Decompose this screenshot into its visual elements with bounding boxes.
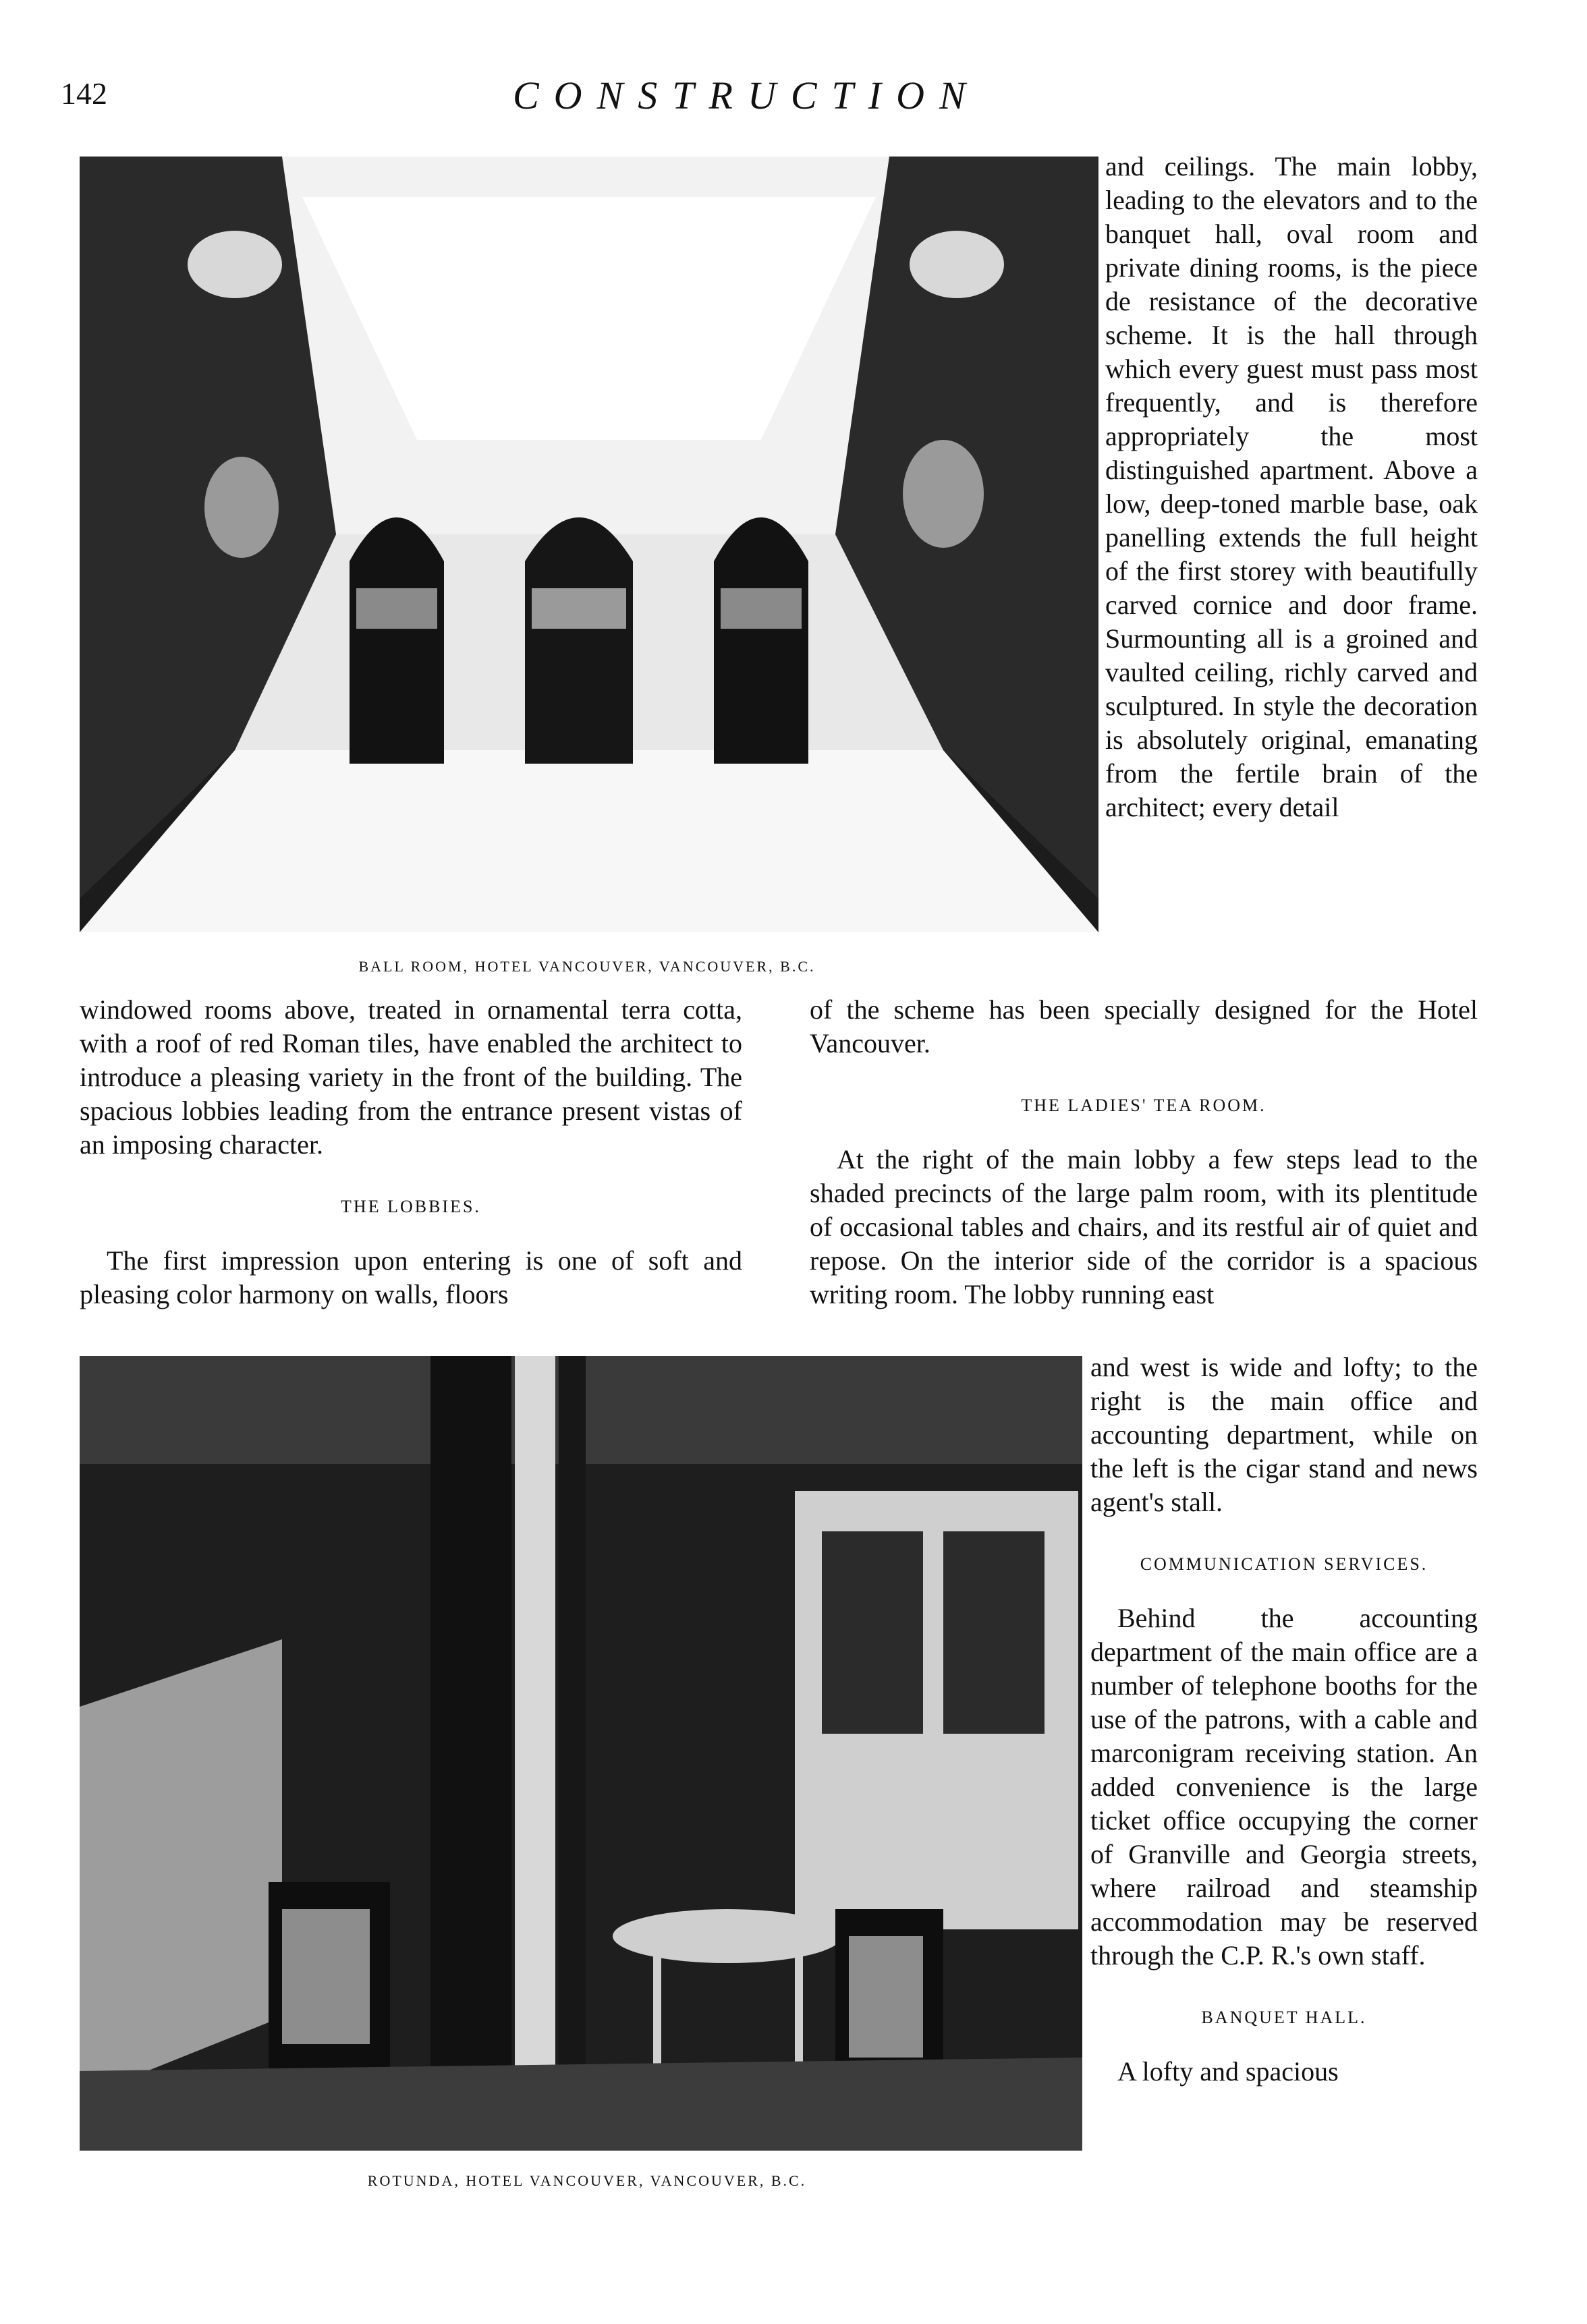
right-top-paragraph: and ceilings. The main lobby, leading to the elevators and to the banquet hall, oval room and private dining rooms, is the piece de resistance of the decorative scheme. It is the hall through which every guest must pass most frequently, and is therefore appropriately the most distinguished apartment. Above a low, deep-toned marble base, oak panelling extends the full height of the first storey with beautifully carved cornice and door frame. Surmounting all is a groined and vaulted ceiling, richly carved and sculptured. In style the decoration is absolutely original, emanating from the fertile brain of the architect; every detail (1105, 151, 1478, 822)
heading-banquet: BANQUET HALL. (1201, 2008, 1367, 2027)
left-intro-paragraph: windowed rooms above, treated in ornamental terra cotta, with a roof of red Roman tiles, have enabled the architect to introduce a pleasing variety in the front of the building. The spacious lobbies leading from the entrance present vistas of an imposing character. (80, 994, 742, 1160)
ballroom-caption: BALL ROOM, HOTEL VANCOUVER, VANCOUVER, B.C. (358, 958, 816, 975)
tea-room-paragraph: At the right of the main lobby a few steps lead to the shaded precincts of the large palm room, with its plentitude of occasional tables and chairs, and its restful air of quiet and repose. On the interior side of the corridor is a spacious writing room. The lobby running east (810, 1144, 1478, 1309)
heading-lobbies: THE LOBBIES. (341, 1197, 481, 1216)
lobbies-paragraph: The first impression upon entering is one of soft and pleasing color harmony on walls, floors (80, 1245, 742, 1309)
left-column-middle (80, 993, 742, 1311)
tea-room-continuation: and west is wide and lofty; to the right is the main office and accounting department, while on the left is the cigar stand and news agent's stall. (1090, 1352, 1478, 1517)
running-head: CONSTRUCTION (513, 74, 980, 117)
heading-communication: COMMUNICATION SERVICES. (1140, 1554, 1428, 1574)
communication-paragraph: Behind the accounting department of the main office are a number of telephone booths for the use of the patrons, with a cable and marconigram receiving station. An added convenience is the large ticket office occupying the corner of Granville and Georgia streets, where railroad and steamship accommodation may be reserved through the C.P. R.'s own staff. (1090, 1603, 1478, 1971)
ballroom-photo (80, 157, 1098, 932)
rotunda-caption: ROTUNDA, HOTEL VANCOUVER, VANCOUVER, B.C. (367, 2172, 807, 2189)
rotunda-photo (80, 1356, 1082, 2151)
right-column-middle (810, 993, 1478, 1311)
right-column-bottom (1090, 1351, 1478, 2089)
right-column-top (1105, 150, 1478, 824)
right-continuation-paragraph: of the scheme has been specially designed for the Hotel Vancouver. (810, 994, 1478, 1058)
page-number: 142 (61, 76, 107, 111)
banquet-paragraph: A lofty and spacious (1117, 2056, 1339, 2087)
heading-tea-room: THE LADIES' TEA ROOM. (1021, 1096, 1266, 1115)
